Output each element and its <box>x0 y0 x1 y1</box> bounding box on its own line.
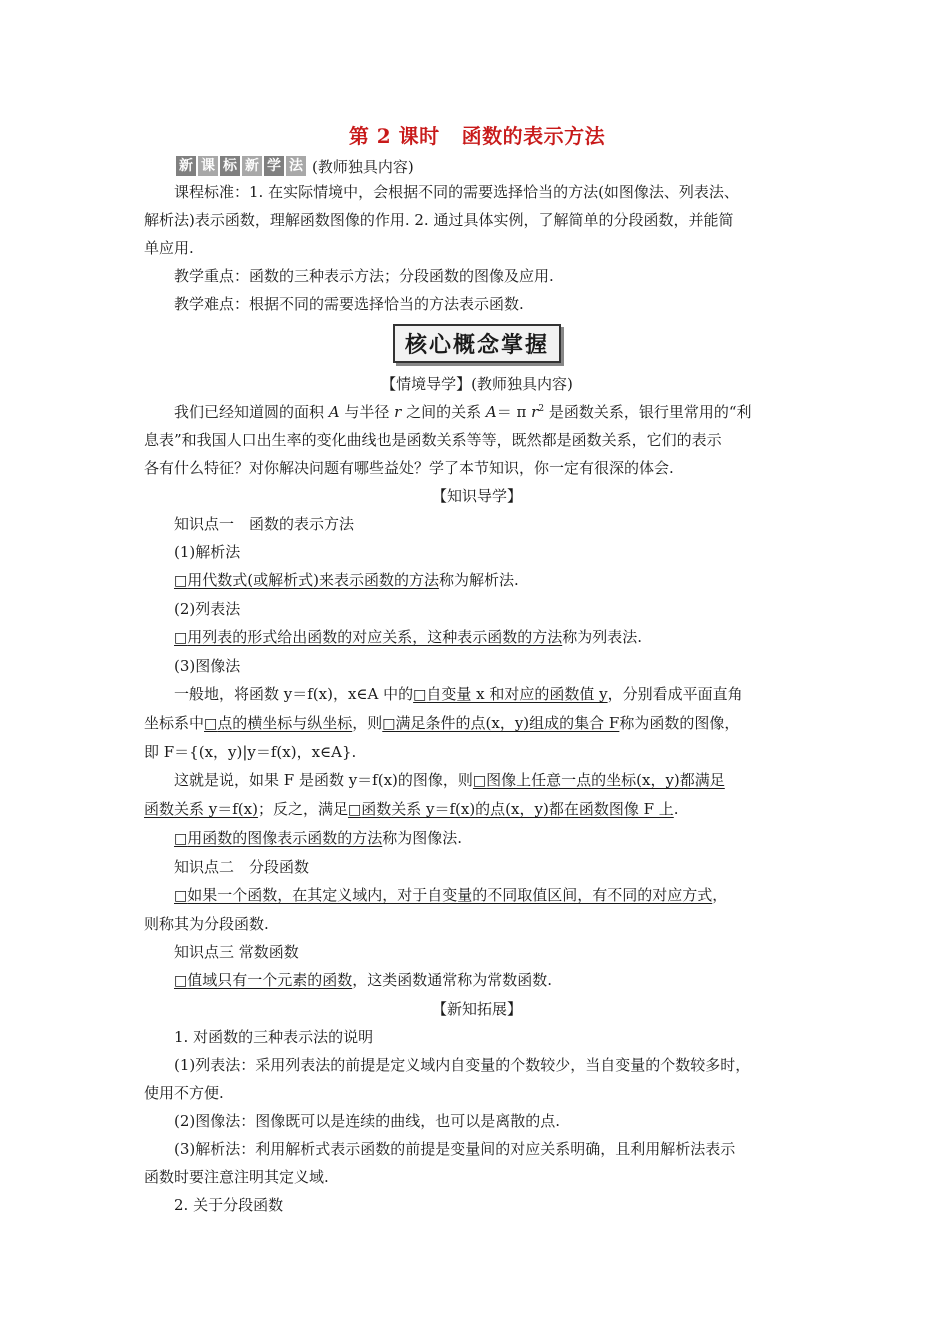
lesson-title: 函数的表示方法 <box>461 124 606 148</box>
blank-box-icon: □ <box>413 687 427 703</box>
knowledge-point-3: 知识点三 常数函数 <box>174 943 299 961</box>
situation-paragraph: 我们已经知道圆的面积 A 与半径 r 之间的关系 A＝ π $r^2$ 是函数关系，银行里常用的“利 <box>174 403 752 421</box>
table-method-note-cont: 使用不方便. <box>144 1084 224 1102</box>
blank-box-icon: □ <box>347 802 362 818</box>
knowledge-heading: 【知识导学】 <box>431 487 522 505</box>
teaching-difficulty: 教学难点：根据不同的需要选择恰当的方法表示函数. <box>174 295 524 313</box>
blank-box-icon: □ <box>472 773 487 789</box>
banner-char: 法 <box>286 156 306 176</box>
blank-box-icon: □ <box>174 888 188 904</box>
lesson-number: 第 2 课时 <box>348 124 440 148</box>
graph-method-note: (2)图像法：图像既可以是连续的曲线，也可以是离散的点. <box>174 1112 561 1130</box>
teaching-focus: 教学重点：函数的三种表示方法；分段函数的图像及应用. <box>174 267 554 285</box>
method-table-def: □用列表的形式给出函数的对应关系，这种表示函数的方法称为列表法. <box>174 628 643 646</box>
extension-item-2: 2. 关于分段函数 <box>174 1196 284 1214</box>
graph-definition: 一般地，将函数 y＝f(x)，x∈A 中的□自变量 x 和对应的函数值 y，分别看成平面直角 <box>174 685 743 703</box>
course-standards: 课程标准：1. 在实际情境中，会根据不同的需要选择恰当的方法(如图像法、列表法、 <box>174 183 739 201</box>
analytic-method-note: (3)解析法：利用解析式表示函数的前提是变量间的对应关系明确，且利用解析法表示 <box>174 1140 736 1158</box>
graph-explanation-cont: 函数关系 y＝f(x)；反之，满足□函数关系 y＝f(x)的点(x，y)都在函数图像 F 上. <box>144 800 679 818</box>
banner-char: 标 <box>220 156 240 176</box>
blank-box-icon: □ <box>174 573 188 589</box>
blank-box-icon: □ <box>204 716 218 732</box>
method-analytic-title: (1)解析法 <box>174 543 241 561</box>
situation-paragraph-end: 各有什么特征？对你解决问题有哪些益处？学了本节知识，你一定有很深的体会. <box>144 459 674 477</box>
graph-set-notation: 即 F＝{(x，y)|y＝f(x)，x∈A}. <box>144 743 357 761</box>
extension-heading: 【新知拓展】 <box>431 1000 522 1018</box>
method-analytic-def: □用代数式(或解析式)来表示函数的方法称为解析法. <box>174 571 519 589</box>
graph-explanation: 这就是说，如果 F 是函数 y＝f(x)的图像，则□图像上任意一点的坐标(x，y)都满足 <box>174 771 725 789</box>
new-curriculum-banner <box>176 154 810 178</box>
banner-char: 课 <box>198 156 218 176</box>
course-standards-end: 单应用. <box>144 239 194 257</box>
course-standards-cont: 解析法)表示函数，理解函数图像的作用. 2. 通过具体实例，了解简单的分段函数，并能简 <box>144 211 734 229</box>
situation-paragraph-cont: 息表”和我国人口出生率的变化曲线也是函数关系等等，既然都是函数关系，它们的表示 <box>144 431 722 449</box>
blank-box-icon: □ <box>174 630 188 646</box>
document-page <box>144 118 810 1219</box>
banner-note: (教师独具内容) <box>312 157 414 176</box>
method-table-title: (2)列表法 <box>174 600 241 618</box>
blank-box-icon: □ <box>174 973 188 989</box>
knowledge-point-2: 知识点二 分段函数 <box>174 858 310 876</box>
piecewise-definition: □如果一个函数，在其定义域内，对于自变量的不同取值区间，有不同的对应方式， <box>174 886 728 904</box>
graph-definition-cont: 坐标系中□点的横坐标与纵坐标，则□满足条件的点(x，y)组成的集合 F称为函数的图像， <box>144 714 740 732</box>
banner-char: 新 <box>242 156 262 176</box>
extension-item-1: 1. 对函数的三种表示法的说明 <box>174 1028 374 1046</box>
banner-char: 新 <box>176 156 196 176</box>
core-concept-label: 核心概念掌握 <box>393 324 561 363</box>
blank-box-icon: □ <box>174 831 188 847</box>
banner-char: 学 <box>264 156 284 176</box>
situation-heading: 【情境导学】(教师独具内容) <box>381 375 573 393</box>
blank-box-icon: □ <box>382 716 396 732</box>
core-concept-banner <box>144 324 810 366</box>
constant-function-def: □值域只有一个元素的函数，这类函数通常称为常数函数. <box>174 971 553 989</box>
piecewise-definition-cont: 则称其为分段函数. <box>144 915 269 933</box>
table-method-note: (1)列表法：采用列表法的前提是定义域内自变量的个数较少，当自变量的个数较多时， <box>174 1056 751 1074</box>
graph-method-def: □用函数的图像表示函数的方法称为图像法. <box>174 829 463 847</box>
analytic-method-note-cont: 函数时要注意注明其定义域. <box>144 1168 329 1186</box>
page-title <box>144 118 810 154</box>
knowledge-point-1: 知识点一 函数的表示方法 <box>174 515 355 533</box>
method-graph-title: (3)图像法 <box>174 657 241 675</box>
